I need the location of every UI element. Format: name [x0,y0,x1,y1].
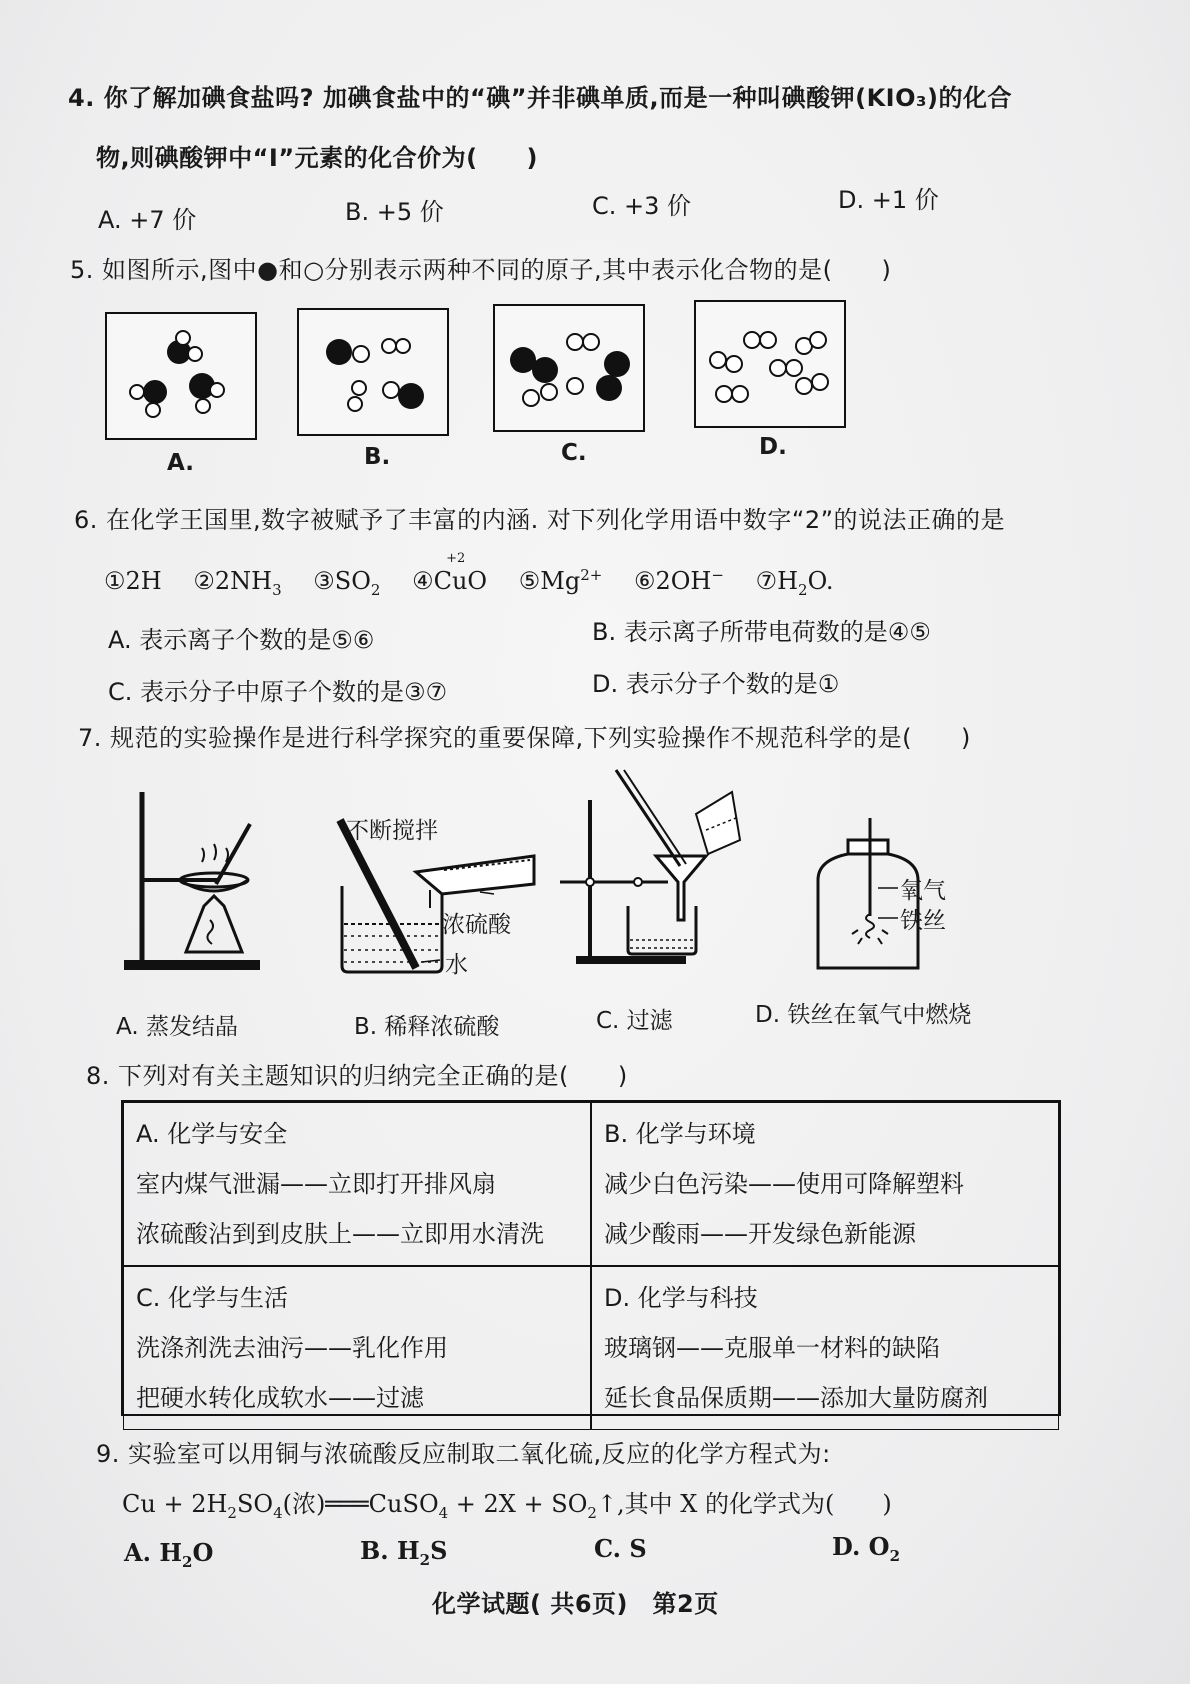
q9-option-d: D. $O_2$ [832,1532,901,1565]
q9-stem: 9. 实验室可以用铜与浓硫酸反应制取二氧化硫,反应的化学方程式为: [96,1440,831,1468]
q8-cell-a-row2: 浓硫酸沾到到皮肤上——立即用水清洗 [136,1220,544,1248]
q8-cell-c [123,1266,591,1430]
q7-label-conc-acid: 浓硫酸 [442,912,511,938]
q7-caption-a: A. 蒸发结晶 [116,1014,238,1040]
q5-label-c: C. [561,440,587,466]
q5-box-d [694,300,846,428]
q6-formula-7: $⑦H_2O$. [755,567,834,599]
q6-formula-3: $③SO_2$ [313,567,381,599]
q7-label-water: 水 [445,952,468,978]
q7-stem: 7. 规范的实验操作是进行科学探究的重要保障,下列实验操作不规范科学的是( ) [78,724,971,752]
q5-box-c [493,304,645,432]
q4-option-d: D. +1 价 [838,186,939,214]
q7-figure-filtration [556,770,746,970]
q5-box-b [297,308,449,436]
q9-option-a: A. $H_2O$ [124,1538,214,1571]
q6-option-c: C. 表示分子中原子个数的是③⑦ [108,678,448,706]
q4-option-b: B. +5 价 [345,198,444,226]
q5-label-b: B. [364,444,391,470]
q6-formula-4: ④CuO +2 [412,551,488,595]
q6-option-a: A. 表示离子个数的是⑤⑥ [108,626,375,654]
q8-cell-b-row2: 减少酸雨——开发绿色新能源 [604,1220,916,1248]
q8-cell-d-row2: 延长食品保质期——添加大量防腐剂 [604,1384,988,1412]
q7-caption-b: B. 稀释浓硫酸 [354,1014,500,1040]
q7-label-oxygen: 氧气 [900,878,946,904]
q9-option-c: C. S [594,1534,647,1563]
q4-option-c: C. +3 价 [592,192,692,220]
q9-equation: $Cu + 2H_2SO_4$(浓)═══CuSO$_4$ + $2X + SO_2↑$,其中 X 的化学式为( ) [122,1490,892,1522]
q8-cell-a [123,1102,591,1266]
q8-cell-d-title: D. 化学与科技 [604,1284,758,1312]
q8-cell-c-row2: 把硬水转化成软水——过滤 [136,1384,424,1412]
q8-cell-b [591,1102,1059,1266]
q8-table [121,1100,1061,1416]
page-footer: 化学试题( 共6页) 第2页 [432,1590,719,1618]
q7-label-stir: 不断搅拌 [346,818,438,844]
q5-stem: 5. 如图所示,图中●和○分别表示两种不同的原子,其中表示化合物的是( ) [70,256,892,284]
q6-option-d: D. 表示分子个数的是① [592,670,840,698]
q8-cell-c-title: C. 化学与生活 [136,1284,289,1312]
q7-figure-evaporation [118,788,278,978]
q5-molecules-b [299,310,447,434]
q4-stem-line1: 4. 你了解加碘食盐吗? 加碘食盐中的“碘”并非碘单质,而是一种叫碘酸钾(KIO₃)的化合 [68,84,1012,112]
q8-cell-b-row1: 减少白色污染——使用可降解塑料 [604,1170,964,1198]
q5-molecules-a [107,314,255,438]
q8-cell-a-title: A. 化学与安全 [136,1120,288,1148]
q5-molecules-d [696,302,844,426]
q8-cell-a-row1: 室内煤气泄漏——立即打开排风扇 [136,1170,496,1198]
q8-cell-c-row1: 洗涤剂洗去油污——乳化作用 [136,1334,448,1362]
q7-label-iron-wire: 铁丝 [900,908,946,934]
q7-caption-c: C. 过滤 [596,1008,673,1034]
q5-label-d: D. [759,434,787,460]
q5-molecules-c [495,306,643,430]
q4-stem-line2: 物,则碘酸钾中“I”元素的化合价为( ) [96,144,539,172]
q6-formula-1: ①2H [104,567,162,595]
q8-cell-d [591,1266,1059,1430]
q8-cell-b-title: B. 化学与环境 [604,1120,756,1148]
q8-cell-d-row1: 玻璃钢——克服单一材料的缺陷 [604,1334,940,1362]
q6-option-b: B. 表示离子所带电荷数的是④⑤ [592,618,931,646]
q6-formula-6: ⑥2OH− [633,566,724,595]
q6-formula-5: $⑤Mg^{2+}$ [518,566,603,595]
q6-stem: 6. 在化学王国里,数字被赋予了丰富的内涵. 对下列化学用语中数字“2”的说法正确的是 [74,506,1006,534]
q8-stem: 8. 下列对有关主题知识的归纳完全正确的是( ) [86,1062,628,1090]
q4-option-a: A. +7 价 [98,206,197,234]
q6-formula-2: $②2NH_3$ [193,567,282,599]
q7-caption-d: D. 铁丝在氧气中燃烧 [755,1002,972,1028]
q5-box-a [105,312,257,440]
q6-formula-list [104,551,834,599]
q9-option-b: B. $H_2S$ [360,1536,448,1569]
q5-label-a: A. [167,450,194,476]
